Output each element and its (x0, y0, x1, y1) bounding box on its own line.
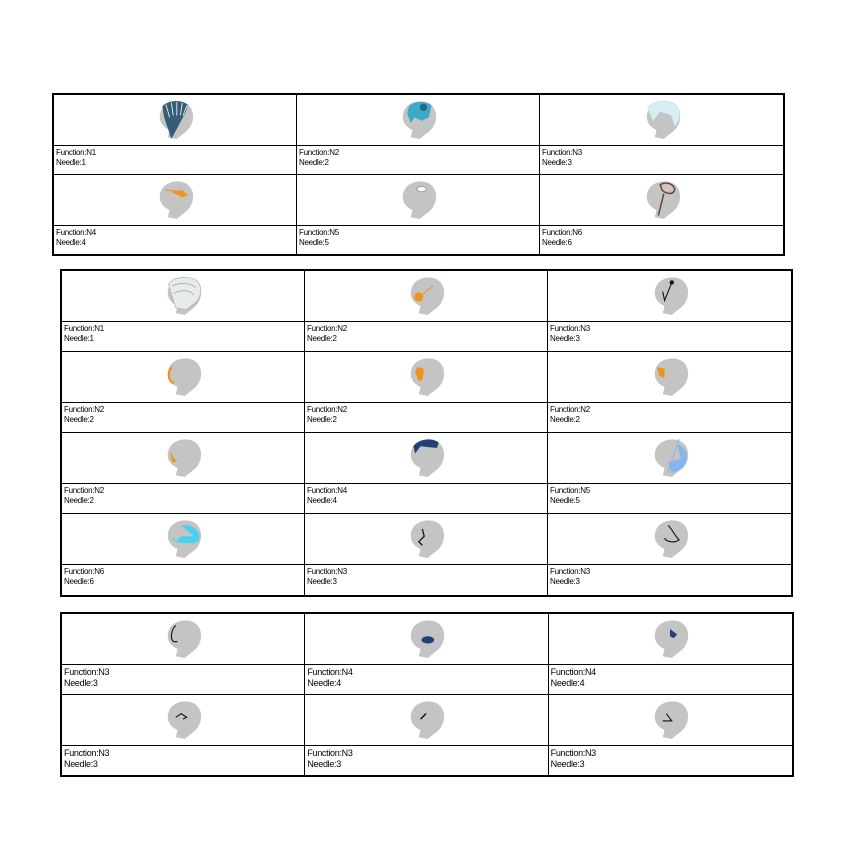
swatch-info (540, 226, 783, 255)
swatch-info (305, 484, 547, 513)
needle-label: Needle: (550, 415, 576, 424)
needle-label: Needle: (550, 758, 580, 769)
parrot-head-thumbnail (62, 433, 304, 484)
swatch-cell (305, 614, 548, 695)
swatch-cell (297, 95, 540, 175)
needle-label: Needle: (64, 496, 90, 505)
swatch-cell (540, 175, 783, 255)
parrot-head-thumbnail (305, 352, 547, 403)
needle-label: Needle: (550, 678, 580, 688)
swatch-info (548, 322, 791, 351)
swatch-info (62, 665, 304, 694)
function-value: N2 (94, 405, 104, 414)
function-value: N2 (94, 486, 104, 495)
needle-label: Needle: (64, 334, 90, 343)
parrot-head-thumbnail (549, 695, 792, 746)
swatch-cell (305, 352, 548, 433)
function-label: Function: (64, 486, 95, 495)
needle-value: 5 (575, 496, 580, 505)
parrot-head-thumbnail (54, 95, 296, 146)
swatch-info (297, 146, 539, 174)
function-label: Function: (550, 324, 581, 333)
function-label: Function: (299, 227, 330, 237)
function-label: Function: (307, 486, 338, 495)
parrot-head-thumbnail (305, 433, 547, 484)
needle-value: 4 (332, 496, 337, 505)
needle-value: 5 (324, 237, 329, 247)
function-label: Function: (307, 324, 338, 333)
needle-label: Needle: (550, 496, 576, 505)
swatch-info (548, 565, 791, 595)
function-value: N3 (337, 567, 347, 576)
needle-value: 4 (81, 237, 86, 247)
function-label: Function: (307, 667, 342, 677)
swatch-info (62, 484, 304, 513)
function-label: Function: (550, 486, 581, 495)
swatch-info (305, 565, 547, 595)
swatch-info (549, 746, 792, 776)
parrot-head-thumbnail (548, 271, 791, 322)
function-value: N2 (337, 324, 347, 333)
needle-value: 3 (567, 158, 572, 167)
swatch-info (62, 403, 304, 432)
needle-label: Needle: (307, 334, 333, 343)
swatch-info (62, 746, 304, 776)
function-value: N1 (86, 148, 96, 157)
function-label: Function: (64, 567, 95, 576)
needle-value: 3 (579, 758, 585, 769)
needle-label: Needle: (64, 415, 90, 424)
function-label: Function: (542, 227, 573, 237)
needle-value: 4 (579, 678, 585, 688)
sheet-1 (52, 93, 785, 256)
needle-label: Needle: (56, 237, 82, 247)
function-value: N4 (86, 227, 96, 237)
function-value: N3 (341, 747, 353, 758)
function-label: Function: (64, 747, 99, 758)
needle-label: Needle: (307, 577, 333, 586)
function-value: N3 (98, 747, 110, 758)
function-value: N5 (329, 227, 339, 237)
needle-label: Needle: (299, 158, 325, 167)
sheet-2 (60, 269, 793, 597)
needle-label: Needle: (542, 237, 568, 247)
needle-value: 3 (332, 577, 337, 586)
needle-value: 3 (575, 334, 580, 343)
parrot-head-thumbnail (62, 614, 304, 665)
swatch-cell (62, 695, 305, 776)
swatch-info (548, 403, 791, 432)
swatch-cell (549, 614, 792, 695)
swatch-info (305, 322, 547, 351)
function-label: Function: (56, 227, 87, 237)
swatch-cell (540, 95, 783, 175)
function-value: N4 (337, 486, 347, 495)
function-label: Function: (64, 324, 95, 333)
swatch-info (62, 565, 304, 595)
sheet-3 (60, 612, 794, 777)
needle-value: 2 (324, 158, 329, 167)
needle-value: 1 (81, 158, 86, 167)
function-label: Function: (64, 405, 95, 414)
swatch-cell (548, 514, 791, 595)
swatch-info (548, 484, 791, 513)
needle-value: 6 (89, 577, 94, 586)
needle-label: Needle: (307, 758, 337, 769)
parrot-head-thumbnail (548, 514, 791, 565)
needle-label: Needle: (542, 158, 568, 167)
swatch-cell (54, 95, 297, 175)
needle-value: 2 (575, 415, 580, 424)
function-value: N1 (94, 324, 104, 333)
swatch-info (305, 403, 547, 432)
function-value: N6 (94, 567, 104, 576)
function-value: N3 (580, 324, 590, 333)
swatch-info (540, 146, 783, 174)
swatch-info (305, 746, 547, 776)
parrot-head-thumbnail (297, 175, 539, 226)
needle-label: Needle: (64, 758, 93, 769)
function-label: Function: (550, 405, 581, 414)
parrot-head-thumbnail (305, 695, 547, 746)
parrot-head-thumbnail (62, 514, 304, 565)
swatch-cell (62, 352, 305, 433)
swatch-info (549, 665, 792, 694)
swatch-info (62, 322, 304, 351)
swatch-cell (62, 433, 305, 514)
swatch-cell (297, 175, 540, 255)
swatch-cell (305, 514, 548, 595)
parrot-head-thumbnail (305, 271, 547, 322)
swatch-cell (548, 271, 791, 352)
function-value: N2 (580, 405, 590, 414)
needle-value: 2 (332, 334, 337, 343)
parrot-head-thumbnail (62, 271, 304, 322)
swatch-cell (548, 433, 791, 514)
parrot-head-thumbnail (549, 614, 792, 665)
parrot-head-thumbnail (540, 175, 783, 226)
parrot-head-thumbnail (54, 175, 296, 226)
function-value: N5 (580, 486, 590, 495)
parrot-head-thumbnail (548, 352, 791, 403)
swatch-cell (305, 695, 548, 776)
needle-label: Needle: (307, 415, 333, 424)
needle-value: 4 (336, 678, 341, 688)
parrot-head-thumbnail (548, 433, 791, 484)
function-value: N3 (584, 747, 596, 758)
needle-label: Needle: (299, 237, 325, 247)
function-label: Function: (307, 405, 338, 414)
swatch-cell (548, 352, 791, 433)
function-value: N2 (337, 405, 347, 414)
parrot-head-thumbnail (305, 514, 547, 565)
parrot-head-thumbnail (62, 695, 304, 746)
swatch-info (54, 226, 296, 255)
needle-label: Needle: (56, 158, 82, 167)
swatch-info (297, 226, 539, 255)
needle-value: 3 (575, 577, 580, 586)
parrot-head-thumbnail (297, 95, 539, 146)
swatch-cell (54, 175, 297, 255)
needle-value: 3 (336, 758, 341, 769)
swatch-cell (549, 695, 792, 776)
function-value: N3 (580, 567, 590, 576)
parrot-head-thumbnail (305, 614, 547, 665)
swatch-cell (62, 271, 305, 352)
swatch-info (54, 146, 296, 174)
function-label: Function: (550, 747, 585, 758)
function-label: Function: (64, 667, 99, 677)
function-value: N4 (584, 667, 596, 677)
parrot-head-thumbnail (62, 352, 304, 403)
function-value: N2 (329, 148, 339, 157)
needle-value: 2 (332, 415, 337, 424)
needle-label: Needle: (550, 334, 576, 343)
needle-label: Needle: (307, 496, 333, 505)
needle-label: Needle: (550, 577, 576, 586)
function-value: N4 (341, 667, 353, 677)
function-label: Function: (307, 747, 342, 758)
function-label: Function: (307, 567, 338, 576)
function-label: Function: (542, 148, 573, 157)
function-value: N3 (572, 148, 582, 157)
function-label: Function: (56, 148, 87, 157)
needle-label: Needle: (64, 577, 90, 586)
function-value: N6 (572, 227, 582, 237)
function-value: N3 (98, 667, 110, 677)
swatch-cell (62, 614, 305, 695)
needle-value: 3 (92, 678, 98, 688)
swatch-cell (305, 271, 548, 352)
function-label: Function: (550, 667, 585, 677)
needle-value: 2 (89, 496, 94, 505)
parrot-head-thumbnail (540, 95, 783, 146)
swatch-cell (62, 514, 305, 595)
swatch-cell (305, 433, 548, 514)
needle-label: Needle: (64, 678, 93, 688)
needle-value: 1 (89, 334, 94, 343)
function-label: Function: (299, 148, 330, 157)
needle-value: 6 (567, 237, 572, 247)
needle-label: Needle: (307, 678, 337, 688)
needle-value: 3 (92, 758, 98, 769)
function-label: Function: (550, 567, 581, 576)
swatch-info (305, 665, 547, 694)
needle-value: 2 (89, 415, 94, 424)
